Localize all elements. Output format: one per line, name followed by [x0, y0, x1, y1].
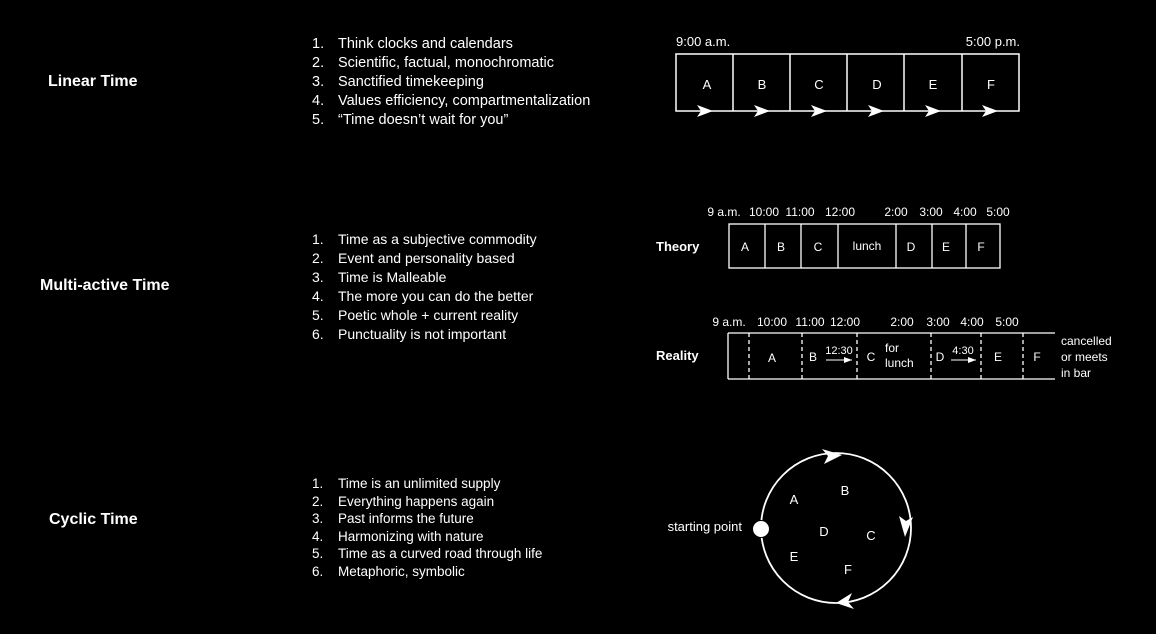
reality-time: 11:00: [795, 315, 825, 329]
linear-block-label: A: [702, 77, 712, 92]
reality-delay-2: 4:30: [952, 345, 974, 357]
starting-point-label: starting point: [667, 519, 742, 534]
list-item: 5. Time as a curved road through life: [312, 546, 543, 561]
linear-block-label: E: [928, 77, 938, 92]
theory-block: F: [977, 240, 985, 254]
reality-time: 3:00: [926, 315, 950, 329]
theory-block: C: [813, 240, 823, 254]
theory-block: A: [740, 240, 750, 254]
reality-time: 5:00: [995, 315, 1019, 329]
list-item: 3. Past informs the future: [312, 511, 474, 526]
heading-multi-active-time: Multi-active Time: [40, 277, 170, 294]
cyclic-time-diagram: [668, 449, 913, 609]
list-item: 2. Everything happens again: [312, 493, 495, 509]
cycle-letter: C: [866, 528, 876, 543]
reality-time: 10:00: [756, 315, 788, 329]
reality-time: 12:00: [829, 315, 861, 329]
reality-time: 4:00: [960, 315, 984, 329]
theory-diagram: [656, 205, 1010, 268]
linear-block-label: B: [757, 77, 767, 92]
theory-time: 3:00: [919, 205, 943, 219]
list-item: 6. Punctuality is not important: [312, 326, 507, 342]
reality-block: D: [935, 350, 945, 364]
list-item: 5. Poetic whole + current reality: [312, 307, 519, 323]
linear-block-label: D: [872, 77, 882, 92]
reality-note-line3: in bar: [1061, 366, 1092, 380]
list-item: 5. “Time doesn’t wait for you”: [312, 112, 509, 128]
list-item: 4. The more you can do the better: [312, 288, 534, 304]
theory-time: 5:00: [986, 205, 1010, 219]
reality-note-line1: cancelled: [1061, 334, 1112, 348]
list-item: 1. Think clocks and calendars: [312, 36, 513, 52]
reality-lunch-line2: lunch: [885, 356, 914, 370]
list-item: 4. Values efficiency, compartmentalization: [312, 93, 591, 109]
reality-time: 2:00: [890, 315, 914, 329]
reality-block: E: [993, 350, 1003, 364]
reality-block: A: [767, 351, 777, 365]
heading-linear-time: Linear Time: [48, 73, 138, 90]
list-item: 2. Event and personality based: [312, 250, 515, 266]
list-item: 6. Metaphoric, symbolic: [312, 563, 465, 579]
reality-time: 9 a.m.: [712, 315, 746, 329]
list-item: 4. Harmonizing with nature: [312, 528, 484, 544]
theory-time: 4:00: [953, 205, 977, 219]
list-item: 1. Time as a subjective commodity: [312, 231, 537, 247]
theory-time: 12:00: [824, 205, 856, 219]
theory-time: 2:00: [884, 205, 908, 219]
theory-time: 9 a.m.: [707, 205, 741, 219]
list-item: 3. Time is Malleable: [312, 269, 447, 285]
reality-block: B: [808, 350, 818, 364]
reality-lunch-line1: for: [885, 341, 900, 355]
cycle-letter: E: [789, 549, 799, 564]
list-item: 1. Time is an unlimited supply: [312, 476, 501, 491]
heading-cyclic-time: Cyclic Time: [49, 511, 138, 528]
reality-note-line2: or meets: [1061, 350, 1108, 364]
starting-point-dot: [753, 521, 770, 538]
linear-start-label: 9:00 a.m.: [676, 34, 731, 49]
linear-end-label: 5:00 p.m.: [965, 34, 1020, 49]
theory-block: lunch: [852, 239, 882, 253]
list-item: 3. Sanctified timekeeping: [312, 74, 484, 90]
linear-time-diagram: [676, 34, 1020, 117]
reality-diagram: [656, 315, 1112, 380]
theory-label: Theory: [656, 239, 700, 254]
list-item: 2. Scientific, factual, monochromatic: [312, 55, 554, 71]
linear-block-label: F: [987, 77, 995, 92]
theory-block: D: [906, 240, 916, 254]
reality-block: C: [866, 350, 876, 364]
linear-block-label: C: [814, 77, 824, 92]
cycle-letter: B: [840, 483, 850, 498]
cycle-letter: A: [789, 492, 799, 507]
cycle-letter: F: [844, 562, 852, 577]
reality-delay-1: 12:30: [825, 345, 853, 357]
cycle-circle: [761, 453, 911, 603]
theory-block: E: [941, 240, 951, 254]
theory-time: 11:00: [785, 205, 815, 219]
reality-label: Reality: [656, 348, 699, 363]
cycle-arrowhead: [822, 449, 842, 464]
cycle-letter: D: [819, 524, 829, 539]
theory-time: 10:00: [748, 205, 780, 219]
theory-block: B: [776, 240, 786, 254]
reality-block: F: [1033, 350, 1041, 364]
